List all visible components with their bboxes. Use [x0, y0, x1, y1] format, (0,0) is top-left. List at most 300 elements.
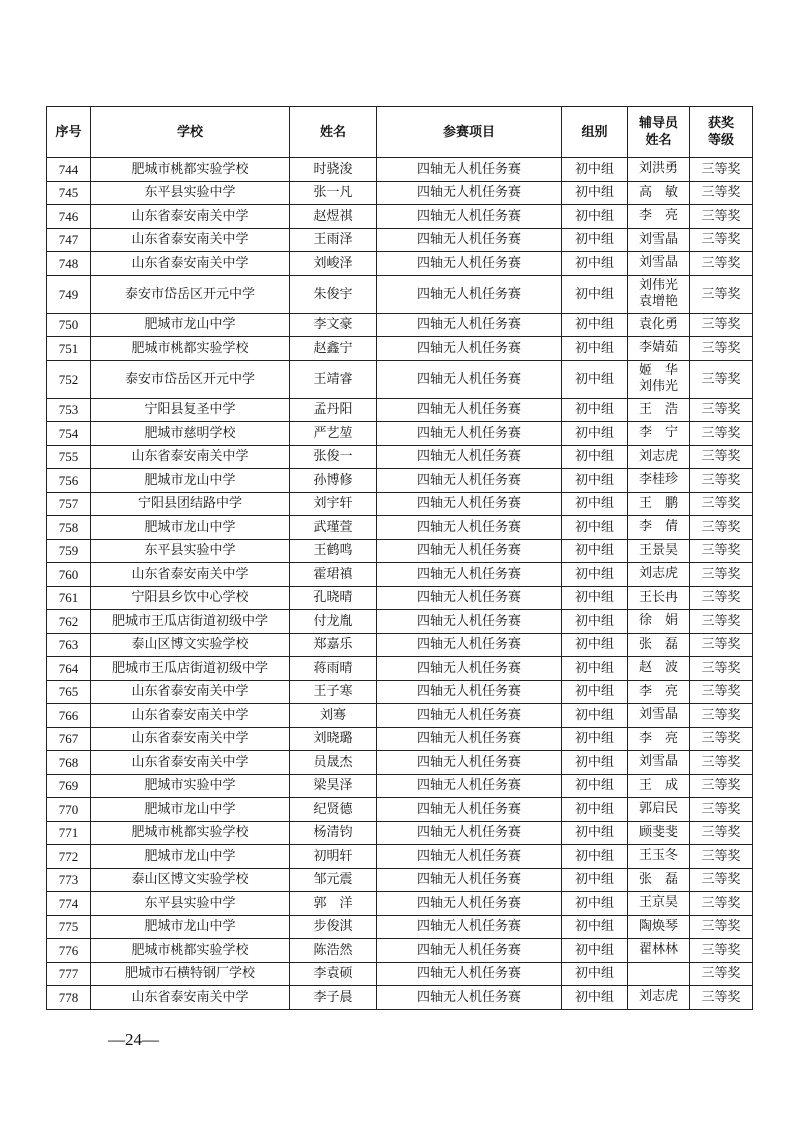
header-school: 学校 [91, 107, 290, 158]
mentor-name: 刘伟光 [638, 278, 678, 293]
mentor-name: 李 亮 [638, 208, 678, 224]
mentor-name: 顾斐斐 [638, 824, 678, 840]
mentor-name: 刘伟光 [638, 379, 678, 394]
cell-project: 四轴无人机任务赛 [377, 563, 562, 587]
cell-group: 初中组 [562, 939, 628, 963]
cell-name: 赵煜祺 [290, 205, 377, 229]
cell-name: 张俊一 [290, 445, 377, 469]
cell-project: 四轴无人机任务赛 [377, 798, 562, 822]
cell-award: 三等奖 [690, 845, 753, 869]
cell-project: 四轴无人机任务赛 [377, 516, 562, 540]
header-mentor [628, 107, 690, 158]
cell-mentor [628, 516, 690, 540]
mentor-name: 袁化勇 [638, 316, 678, 332]
cell-name: 王靖睿 [290, 360, 377, 398]
cell-name: 陈浩然 [290, 939, 377, 963]
cell-name: 刘峻泽 [290, 252, 377, 276]
table-row [47, 633, 753, 657]
mentor-name: 李 倩 [638, 519, 678, 535]
header-award-line1: 获奖 [707, 116, 734, 131]
cell-index: 771 [47, 821, 91, 845]
mentor-name: 王玉冬 [638, 848, 678, 864]
cell-award: 三等奖 [690, 892, 753, 916]
mentor-name: 王京昊 [638, 895, 678, 911]
table-row [47, 939, 753, 963]
cell-name: 员晟杰 [290, 751, 377, 775]
cell-project: 四轴无人机任务赛 [377, 492, 562, 516]
cell-group: 初中组 [562, 445, 628, 469]
cell-school: 肥城市桃都实验学校 [91, 939, 290, 963]
cell-index: 760 [47, 563, 91, 587]
cell-award: 三等奖 [690, 228, 753, 252]
cell-mentor [628, 939, 690, 963]
cell-group: 初中组 [562, 751, 628, 775]
cell-index: 778 [47, 986, 91, 1010]
cell-school: 东平县实验中学 [91, 539, 290, 563]
cell-award: 三等奖 [690, 445, 753, 469]
mentor-name: 张 磊 [638, 871, 678, 887]
cell-mentor [628, 915, 690, 939]
cell-school: 山东省泰安南关中学 [91, 751, 290, 775]
cell-project: 四轴无人机任务赛 [377, 868, 562, 892]
cell-award: 三等奖 [690, 539, 753, 563]
cell-index: 747 [47, 228, 91, 252]
cell-project: 四轴无人机任务赛 [377, 657, 562, 681]
cell-mentor [628, 228, 690, 252]
cell-index: 774 [47, 892, 91, 916]
cell-award: 三等奖 [690, 680, 753, 704]
cell-index: 746 [47, 205, 91, 229]
cell-project: 四轴无人机任务赛 [377, 445, 562, 469]
cell-project: 四轴无人机任务赛 [377, 845, 562, 869]
mentor-name: 张 磊 [638, 636, 678, 652]
cell-group: 初中组 [562, 821, 628, 845]
cell-group: 初中组 [562, 181, 628, 205]
cell-name: 赵鑫宁 [290, 337, 377, 361]
cell-school: 泰安市岱岳区开元中学 [91, 360, 290, 398]
cell-award: 三等奖 [690, 610, 753, 634]
cell-group: 初中组 [562, 337, 628, 361]
cell-group: 初中组 [562, 986, 628, 1010]
cell-index: 764 [47, 657, 91, 681]
cell-name: 王子寒 [290, 680, 377, 704]
cell-school: 山东省泰安南关中学 [91, 704, 290, 728]
cell-group: 初中组 [562, 704, 628, 728]
mentor-name: 刘志虎 [638, 566, 678, 582]
cell-award: 三等奖 [690, 751, 753, 775]
cell-group: 初中组 [562, 422, 628, 446]
mentor-name: 李 亮 [638, 730, 678, 746]
header-mentor-line2: 姓名 [645, 133, 672, 148]
table-row [47, 360, 753, 398]
cell-school: 山东省泰安南关中学 [91, 680, 290, 704]
cell-school: 泰山区博文实验学校 [91, 633, 290, 657]
cell-award: 三等奖 [690, 181, 753, 205]
cell-project: 四轴无人机任务赛 [377, 252, 562, 276]
mentor-name: 李 亮 [638, 683, 678, 699]
cell-group: 初中组 [562, 275, 628, 313]
cell-project: 四轴无人机任务赛 [377, 986, 562, 1010]
cell-name: 李子晨 [290, 986, 377, 1010]
table-row [47, 915, 753, 939]
cell-index: 766 [47, 704, 91, 728]
cell-project: 四轴无人机任务赛 [377, 821, 562, 845]
cell-award: 三等奖 [690, 821, 753, 845]
cell-mentor [628, 492, 690, 516]
header-name: 姓名 [290, 107, 377, 158]
cell-index: 748 [47, 252, 91, 276]
cell-award: 三等奖 [690, 962, 753, 986]
table-row [47, 539, 753, 563]
cell-mentor [628, 586, 690, 610]
cell-project: 四轴无人机任务赛 [377, 398, 562, 422]
mentor-name: 刘雪晶 [638, 707, 678, 723]
cell-name: 李文豪 [290, 313, 377, 337]
cell-award: 三等奖 [690, 704, 753, 728]
cell-group: 初中组 [562, 539, 628, 563]
cell-group: 初中组 [562, 469, 628, 493]
cell-award: 三等奖 [690, 868, 753, 892]
header-group: 组别 [562, 107, 628, 158]
cell-name: 孔晓晴 [290, 586, 377, 610]
cell-project: 四轴无人机任务赛 [377, 680, 562, 704]
cell-school: 山东省泰安南关中学 [91, 228, 290, 252]
cell-group: 初中组 [562, 313, 628, 337]
table-row [47, 252, 753, 276]
cell-index: 762 [47, 610, 91, 634]
cell-name: 郑嘉乐 [290, 633, 377, 657]
cell-name: 武瑾萱 [290, 516, 377, 540]
mentor-name: 姬 华 [638, 363, 678, 378]
cell-award: 三等奖 [690, 633, 753, 657]
cell-group: 初中组 [562, 727, 628, 751]
cell-school: 山东省泰安南关中学 [91, 445, 290, 469]
cell-mentor [628, 657, 690, 681]
cell-school: 东平县实验中学 [91, 181, 290, 205]
table-row [47, 563, 753, 587]
cell-name: 王鹤鸣 [290, 539, 377, 563]
cell-award: 三等奖 [690, 398, 753, 422]
cell-project: 四轴无人机任务赛 [377, 962, 562, 986]
table-row [47, 845, 753, 869]
cell-mentor [628, 821, 690, 845]
cell-award: 三等奖 [690, 915, 753, 939]
cell-award: 三等奖 [690, 422, 753, 446]
cell-mentor [628, 398, 690, 422]
table-row [47, 704, 753, 728]
cell-award: 三等奖 [690, 563, 753, 587]
cell-group: 初中组 [562, 205, 628, 229]
mentor-name: 王长冉 [638, 589, 678, 605]
table-row [47, 445, 753, 469]
cell-group: 初中组 [562, 892, 628, 916]
cell-group: 初中组 [562, 398, 628, 422]
cell-name: 霍珺禛 [290, 563, 377, 587]
mentor-name: 陶焕琴 [638, 918, 678, 934]
header-row [47, 107, 753, 158]
cell-index: 776 [47, 939, 91, 963]
cell-mentor [628, 798, 690, 822]
cell-index: 759 [47, 539, 91, 563]
cell-school: 泰山区博文实验学校 [91, 868, 290, 892]
cell-mentor [628, 774, 690, 798]
cell-mentor [628, 845, 690, 869]
cell-mentor [628, 422, 690, 446]
cell-school: 肥城市龙山中学 [91, 516, 290, 540]
mentor-name: 赵 波 [638, 660, 678, 676]
cell-project: 四轴无人机任务赛 [377, 181, 562, 205]
cell-group: 初中组 [562, 610, 628, 634]
cell-index: 767 [47, 727, 91, 751]
cell-award: 三等奖 [690, 469, 753, 493]
cell-school: 山东省泰安南关中学 [91, 727, 290, 751]
table-row [47, 516, 753, 540]
cell-group: 初中组 [562, 228, 628, 252]
table-row [47, 398, 753, 422]
mentor-name: 刘志虎 [638, 448, 678, 464]
table-row [47, 727, 753, 751]
cell-index: 744 [47, 158, 91, 182]
cell-index: 750 [47, 313, 91, 337]
page-number: —24— [108, 1030, 159, 1049]
cell-award: 三等奖 [690, 205, 753, 229]
cell-mentor [628, 610, 690, 634]
cell-project: 四轴无人机任务赛 [377, 158, 562, 182]
cell-index: 755 [47, 445, 91, 469]
cell-school: 山东省泰安南关中学 [91, 252, 290, 276]
cell-award: 三等奖 [690, 275, 753, 313]
cell-index: 763 [47, 633, 91, 657]
cell-name: 邹元震 [290, 868, 377, 892]
cell-name: 时骁浚 [290, 158, 377, 182]
cell-mentor [628, 892, 690, 916]
table-row [47, 610, 753, 634]
cell-index: 769 [47, 774, 91, 798]
cell-group: 初中组 [562, 360, 628, 398]
cell-school: 肥城市慈明学校 [91, 422, 290, 446]
cell-award: 三等奖 [690, 798, 753, 822]
cell-group: 初中组 [562, 962, 628, 986]
cell-mentor [628, 445, 690, 469]
cell-index: 752 [47, 360, 91, 398]
cell-mentor [628, 205, 690, 229]
table-row [47, 774, 753, 798]
cell-school: 肥城市龙山中学 [91, 845, 290, 869]
mentor-name: 刘雪晶 [638, 754, 678, 770]
cell-mentor [628, 158, 690, 182]
cell-name: 刘骞 [290, 704, 377, 728]
cell-project: 四轴无人机任务赛 [377, 892, 562, 916]
cell-school: 肥城市石横特钢厂学校 [91, 962, 290, 986]
cell-project: 四轴无人机任务赛 [377, 915, 562, 939]
table-row [47, 751, 753, 775]
mentor-name: 袁增艳 [638, 294, 678, 309]
mentor-name: 徐 娟 [638, 613, 678, 629]
cell-name: 初明轩 [290, 845, 377, 869]
cell-award: 三等奖 [690, 586, 753, 610]
mentor-name: 刘雪晶 [638, 255, 678, 271]
cell-index: 768 [47, 751, 91, 775]
header-mentor-line1: 辅导员 [638, 116, 678, 131]
cell-index: 754 [47, 422, 91, 446]
cell-project: 四轴无人机任务赛 [377, 774, 562, 798]
cell-group: 初中组 [562, 492, 628, 516]
cell-group: 初中组 [562, 798, 628, 822]
cell-school: 肥城市桃都实验学校 [91, 337, 290, 361]
cell-index: 765 [47, 680, 91, 704]
cell-name: 张一凡 [290, 181, 377, 205]
cell-award: 三等奖 [690, 492, 753, 516]
cell-project: 四轴无人机任务赛 [377, 610, 562, 634]
cell-mentor [628, 727, 690, 751]
cell-name: 付龙胤 [290, 610, 377, 634]
mentor-name: 王 鹏 [638, 495, 678, 511]
cell-project: 四轴无人机任务赛 [377, 751, 562, 775]
cell-award: 三等奖 [690, 657, 753, 681]
table-row [47, 205, 753, 229]
cell-name: 蒋雨晴 [290, 657, 377, 681]
table-row [47, 892, 753, 916]
cell-mentor [628, 563, 690, 587]
table-row [47, 868, 753, 892]
cell-name: 梁昊泽 [290, 774, 377, 798]
cell-school: 山东省泰安南关中学 [91, 986, 290, 1010]
cell-school: 肥城市实验中学 [91, 774, 290, 798]
cell-mentor [628, 868, 690, 892]
cell-index: 758 [47, 516, 91, 540]
table-row [47, 158, 753, 182]
cell-school: 肥城市桃都实验学校 [91, 158, 290, 182]
cell-school: 肥城市王瓜店街道初级中学 [91, 610, 290, 634]
cell-school: 肥城市桃都实验学校 [91, 821, 290, 845]
cell-group: 初中组 [562, 680, 628, 704]
cell-mentor [628, 313, 690, 337]
cell-project: 四轴无人机任务赛 [377, 205, 562, 229]
cell-name: 孙博修 [290, 469, 377, 493]
cell-name: 严艺堃 [290, 422, 377, 446]
mentor-name: 刘雪晶 [638, 231, 678, 247]
cell-name: 杨清钧 [290, 821, 377, 845]
cell-name: 李袁硕 [290, 962, 377, 986]
cell-school: 宁阳县乡饮中心学校 [91, 586, 290, 610]
table-row [47, 680, 753, 704]
cell-index: 775 [47, 915, 91, 939]
mentor-name: 李婧茹 [638, 340, 678, 356]
cell-mentor [628, 469, 690, 493]
cell-award: 三等奖 [690, 360, 753, 398]
table-row [47, 181, 753, 205]
cell-school: 肥城市龙山中学 [91, 798, 290, 822]
cell-index: 777 [47, 962, 91, 986]
cell-project: 四轴无人机任务赛 [377, 727, 562, 751]
mentor-name: 刘洪勇 [638, 161, 678, 177]
cell-group: 初中组 [562, 563, 628, 587]
cell-award: 三等奖 [690, 774, 753, 798]
cell-index: 745 [47, 181, 91, 205]
cell-index: 770 [47, 798, 91, 822]
cell-name: 刘宇轩 [290, 492, 377, 516]
cell-school: 宁阳县复圣中学 [91, 398, 290, 422]
cell-project: 四轴无人机任务赛 [377, 313, 562, 337]
table-row [47, 228, 753, 252]
cell-mentor [628, 704, 690, 728]
mentor-name: 王 成 [638, 777, 678, 793]
cell-award: 三等奖 [690, 337, 753, 361]
mentor-name: 郭启民 [638, 801, 678, 817]
cell-project: 四轴无人机任务赛 [377, 360, 562, 398]
cell-school: 宁阳县团结路中学 [91, 492, 290, 516]
cell-name: 王雨泽 [290, 228, 377, 252]
cell-group: 初中组 [562, 516, 628, 540]
mentor-name: 翟林林 [638, 942, 678, 958]
mentor-name: 高 敏 [638, 184, 678, 200]
cell-school: 肥城市龙山中学 [91, 469, 290, 493]
cell-mentor [628, 360, 690, 398]
cell-school: 东平县实验中学 [91, 892, 290, 916]
cell-mentor [628, 539, 690, 563]
cell-award: 三等奖 [690, 939, 753, 963]
cell-group: 初中组 [562, 915, 628, 939]
cell-school: 泰安市岱岳区开元中学 [91, 275, 290, 313]
cell-project: 四轴无人机任务赛 [377, 275, 562, 313]
cell-award: 三等奖 [690, 158, 753, 182]
mentor-name: 王 浩 [638, 401, 678, 417]
header-award [690, 107, 753, 158]
cell-project: 四轴无人机任务赛 [377, 228, 562, 252]
cell-award: 三等奖 [690, 252, 753, 276]
cell-mentor [628, 633, 690, 657]
table-body [47, 158, 753, 1010]
cell-name: 郭 洋 [290, 892, 377, 916]
cell-school: 山东省泰安南关中学 [91, 205, 290, 229]
cell-project: 四轴无人机任务赛 [377, 337, 562, 361]
cell-project: 四轴无人机任务赛 [377, 939, 562, 963]
table-row [47, 798, 753, 822]
cell-mentor [628, 751, 690, 775]
cell-index: 749 [47, 275, 91, 313]
cell-mentor [628, 680, 690, 704]
cell-school: 山东省泰安南关中学 [91, 563, 290, 587]
cell-project: 四轴无人机任务赛 [377, 469, 562, 493]
cell-index: 756 [47, 469, 91, 493]
header-project: 参赛项目 [377, 107, 562, 158]
cell-school: 肥城市龙山中学 [91, 313, 290, 337]
cell-name: 孟丹阳 [290, 398, 377, 422]
table-row [47, 657, 753, 681]
header-award-line2: 等级 [707, 133, 734, 148]
award-table [46, 106, 753, 1010]
cell-group: 初中组 [562, 252, 628, 276]
cell-group: 初中组 [562, 845, 628, 869]
cell-project: 四轴无人机任务赛 [377, 633, 562, 657]
cell-project: 四轴无人机任务赛 [377, 539, 562, 563]
cell-index: 773 [47, 868, 91, 892]
cell-award: 三等奖 [690, 727, 753, 751]
table-row [47, 275, 753, 313]
cell-mentor [628, 181, 690, 205]
cell-index: 751 [47, 337, 91, 361]
cell-group: 初中组 [562, 633, 628, 657]
table-row [47, 313, 753, 337]
cell-name: 步俊淇 [290, 915, 377, 939]
cell-project: 四轴无人机任务赛 [377, 422, 562, 446]
cell-name: 刘晓璐 [290, 727, 377, 751]
cell-group: 初中组 [562, 868, 628, 892]
cell-school: 肥城市王瓜店街道初级中学 [91, 657, 290, 681]
header-index: 序号 [47, 107, 91, 158]
cell-mentor [628, 275, 690, 313]
mentor-name: 李 宁 [638, 425, 678, 441]
